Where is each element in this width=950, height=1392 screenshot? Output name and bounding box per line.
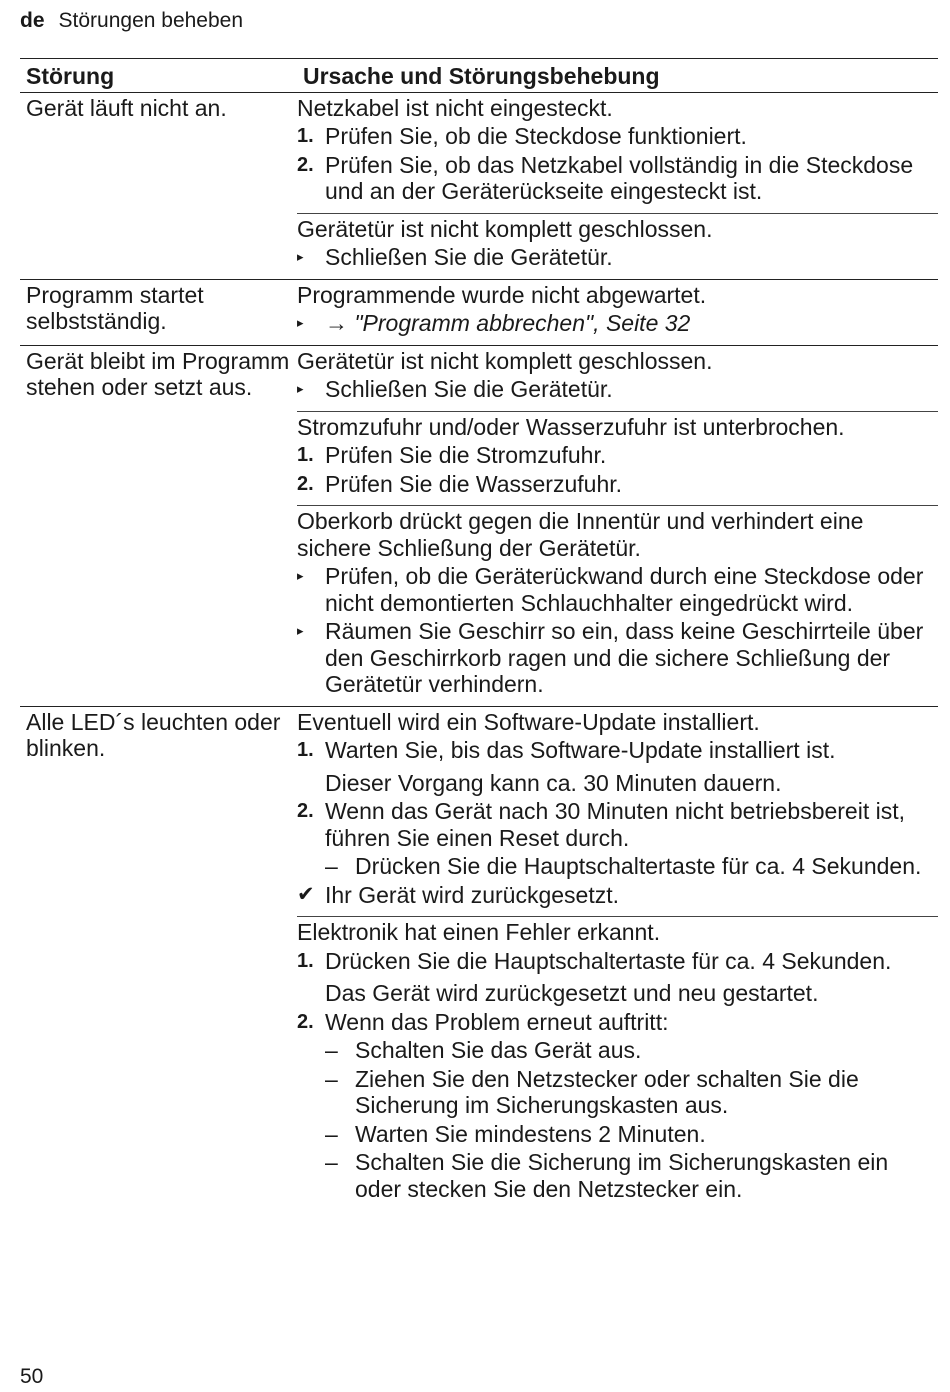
sub-item [297, 1066, 938, 1119]
cause-title: Stromzufuhr und/oder Wasserzufuhr ist unterbrochen. [297, 413, 845, 440]
step-text: Drücken Sie die Hauptschaltertaste für ca. 4 Sekunden. [325, 947, 892, 974]
table-row [20, 345, 938, 706]
bullet-icon: ▸ [297, 568, 304, 583]
cause-block [297, 213, 938, 279]
fault-cell: Programm startet selbstständig. [20, 279, 297, 345]
action-text: Prüfen, ob die Geräterückwand durch eine Steckdose oder nicht demontierten Schlauchhalter eingedrückt wird. [325, 563, 924, 616]
list-item [297, 471, 938, 498]
step-number: 1. [297, 125, 314, 147]
table-row [20, 279, 938, 345]
list-item [297, 310, 938, 337]
list-item [297, 618, 938, 698]
cause-cell [297, 345, 938, 706]
list-item [297, 442, 938, 469]
cause-block [297, 93, 938, 213]
list-item [297, 244, 938, 271]
page-reference-link[interactable]: → "Programm abbrechen", Seite 32 [325, 310, 691, 336]
list-item [297, 376, 938, 403]
list-item [297, 123, 938, 150]
dash-icon: – [325, 1149, 338, 1175]
cause-title: Eventuell wird ein Software-Update installiert. [297, 708, 760, 735]
list-item [297, 563, 938, 616]
section-title: Störungen beheben [58, 9, 244, 32]
step-text: Prüfen Sie, ob die Steckdose funktioniert. [325, 123, 747, 149]
cause-title: Gerätetür ist nicht komplett geschlossen. [297, 347, 713, 374]
page-number: 50 [20, 1365, 44, 1388]
list-item [297, 798, 938, 851]
step-text: Prüfen Sie die Wasserzufuhr. [325, 470, 623, 497]
cause-block [297, 505, 938, 706]
sub-item [297, 1149, 938, 1202]
sub-item [297, 1121, 938, 1148]
cause-title: Gerätetür ist nicht komplett geschlossen. [297, 215, 713, 242]
action-text: Räumen Sie Geschirr so ein, dass keine Geschirrteile über den Geschirrkorb ragen und die sichere Schließung der Gerätetür verhindern. [325, 618, 924, 697]
cause-title: Elektronik hat einen Fehler erkannt. [297, 919, 661, 945]
table-header-row [20, 59, 938, 93]
cause-block [297, 916, 938, 1210]
list-item [297, 152, 938, 205]
cause-cell [297, 706, 938, 1210]
sub-text: Drücken Sie die Hauptschaltertaste für ca. 4 Sekunden. [355, 853, 922, 879]
cause-cell [297, 279, 938, 345]
sub-text: Schalten Sie das Gerät aus. [355, 1037, 642, 1063]
step-text: Wenn das Gerät nach 30 Minuten nicht betriebsbereit ist, führen Sie einen Reset durch. [325, 798, 906, 851]
step-text: Wenn das Problem erneut auftritt: [325, 1008, 669, 1035]
check-icon: ✔ [297, 882, 315, 906]
dash-icon: – [325, 1065, 338, 1092]
sub-item [297, 853, 938, 880]
step-note: Das Gerät wird zurückgesetzt und neu gestartet. [325, 980, 819, 1006]
step-text: Warten Sie, bis das Software-Update installiert ist. [325, 737, 836, 763]
column-header-cause: Ursache und Störungsbehebung [297, 59, 938, 93]
step-number: 2. [297, 800, 314, 822]
fault-cell: Alle LED´s leuchten oder blinken. [26, 708, 281, 761]
troubleshooting-table [20, 58, 938, 1210]
bullet-icon: ▸ [297, 249, 304, 264]
cause-title: Programmende wurde nicht abgewartet. [297, 281, 707, 308]
dash-icon: – [325, 853, 338, 879]
dash-icon: – [325, 1037, 338, 1063]
bullet-icon: ▸ [297, 623, 304, 638]
list-item [297, 1009, 938, 1036]
action-text: Schließen Sie die Gerätetür. [325, 244, 613, 270]
sub-text: Ziehen Sie den Netzstecker oder schalten Sie die Sicherung im Sicherungskasten aus. [355, 1065, 859, 1118]
bullet-icon: ▸ [297, 381, 304, 396]
step-number: 1. [297, 444, 314, 466]
page-header [20, 8, 243, 34]
table-row [20, 92, 938, 279]
bullet-icon: ▸ [297, 315, 304, 330]
sub-item [297, 1037, 938, 1064]
result-item [297, 882, 938, 909]
result-text: Ihr Gerät wird zurückgesetzt. [325, 881, 619, 908]
cause-title: Oberkorb drückt gegen die Innentür und verhindert eine sichere Schließung der Gerätetür. [297, 508, 864, 561]
step-number: 2. [297, 1010, 314, 1033]
step-number: 2. [297, 153, 314, 176]
sub-text: Warten Sie mindestens 2 Minuten. [355, 1120, 706, 1147]
column-header-fault: Störung [20, 59, 297, 93]
fault-cell: Gerät bleibt im Programm stehen oder setzt aus. [20, 345, 297, 706]
cause-block [297, 707, 938, 917]
dash-icon: – [325, 1120, 338, 1147]
step-text: Prüfen Sie die Stromzufuhr. [325, 442, 607, 468]
cause-cell [297, 92, 938, 279]
table-row [20, 706, 938, 1210]
step-number: 1. [297, 739, 314, 761]
step-number: 2. [297, 472, 314, 495]
sub-text: Schalten Sie die Sicherung im Sicherungskasten ein oder stecken Sie den Netzstecker ein. [355, 1149, 889, 1202]
step-number: 1. [297, 949, 314, 972]
cause-block [297, 346, 938, 411]
list-item [297, 948, 938, 975]
step-note: Dieser Vorgang kann ca. 30 Minuten dauern. [325, 769, 782, 796]
action-text: Schließen Sie die Gerätetür. [325, 376, 613, 402]
step-text: Prüfen Sie, ob das Netzkabel vollständig in die Steckdose und an der Geräterückseite eingesteckt ist. [325, 151, 914, 204]
cause-block [297, 411, 938, 506]
cause-title: Netzkabel ist nicht eingesteckt. [297, 94, 613, 121]
language-code: de [20, 9, 45, 32]
list-item [297, 737, 938, 764]
cause-block [297, 280, 938, 345]
fault-cell: Gerät läuft nicht an. [20, 92, 297, 279]
